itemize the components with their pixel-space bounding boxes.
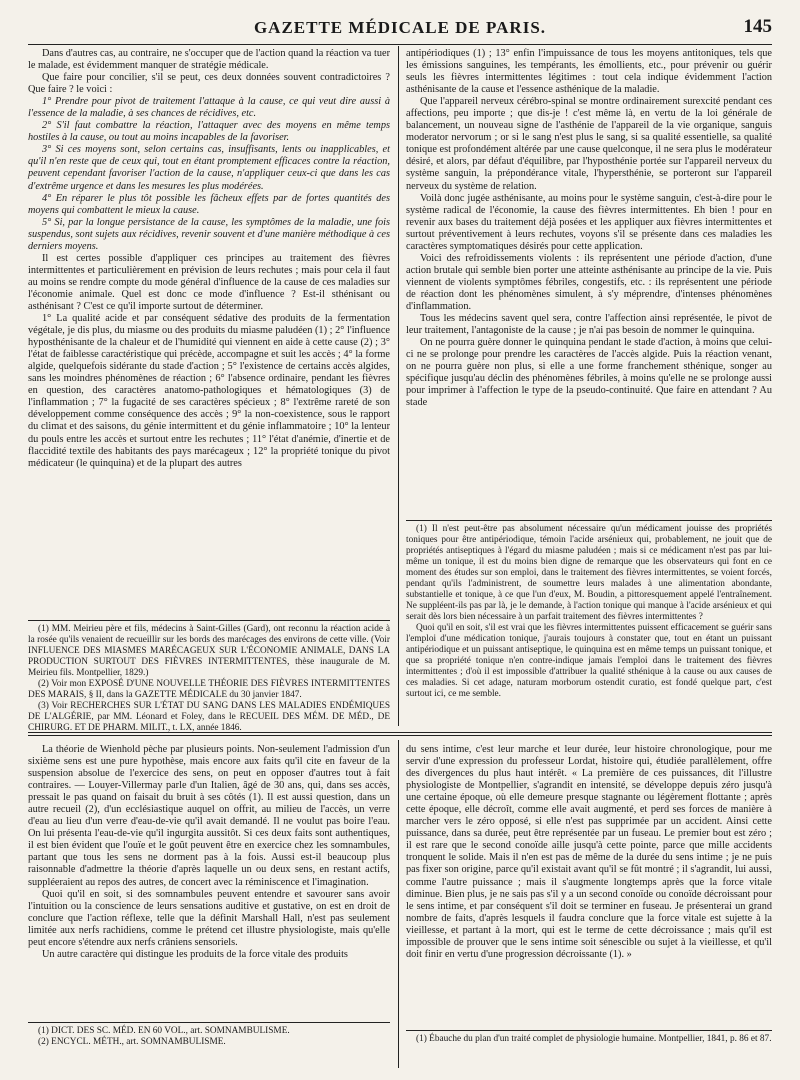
paragraph: Un autre caractère qui distingue les produits de la force vitale des produits (42, 948, 348, 960)
footnote: (2) Voir mon EXPOSÉ D'UNE NOUVELLE THÉORIE DES FIÈVRES INTERMITTENTES DES MARAIS, § II, dans la GAZETTE MÉDICALE du 30 janvier 1847. (28, 679, 390, 700)
page-header (28, 16, 772, 42)
paragraph: Quoi qu'il en soit, si des somnambules peuvent entendre et savourer sans avoir l'intuition ou la conscience de leurs sensations auditive et gustative, on est en droit de conclure que l'action réflexe, telle que la définit Marshall Hall, n'est pas seulement limitée aux nerfs rachidiens, comme le prétend cet illustre physiologiste, mais qu'elle peut encore s'étendre aux nerfs crâniens sensoriels. (28, 888, 390, 948)
section-rule (28, 732, 772, 733)
footnote: (2) ENCYCL. MÉTH., art. SOMNAMBULISME. (38, 1037, 226, 1047)
footnote: (1) DICT. DES SC. MÉD. EN 60 VOL., art. SOMNAMBULISME. (38, 1026, 290, 1036)
paragraph: Que faire pour concilier, s'il se peut, ces deux données souvent contradictoires ? Que faire ? le voici : (28, 72, 390, 96)
paragraph: Voilà donc jugée asthénisante, au moins pour le système sanguin, c'est-à-dire pour le système radical de l'économie, la cause des fièvres intermittentes. Eh bien ! pour en revenir aux bases du traitement déjà posées et les appliquer aux fièvres intermittentes et surtout préventivement à leurs rechutes, voyons s'il se présente dans ces maladies les caractères symptomatiques désirés pour cette application. (406, 192, 772, 252)
paragraph: On ne pourra guère donner le quinquina pendant le stade d'action, à moins que celui-ci ne se prolonge pour prendre les caractères de l'accès algide. Puis la réaction venant, on ne pourra guère non plus, si elle a une forme franchement sthénique, songer au spécifique jusqu'au déclin des phénomènes fébriles, à moins qu'elle ne se prolonge aussi pour imprimer à l'affection le type de la pseudo-continuité. Que faire en attendant ? Au stade (406, 337, 772, 409)
paragraph: 1° Prendre pour pivot de traitement l'attaque à la cause, ce qui veut dire aussi à l'essence de la maladie, à ses chances de récidives, etc. (28, 96, 390, 120)
header-rule (28, 44, 772, 45)
footnote-rule (28, 1022, 390, 1023)
paragraph: 4° En réparer le plus tôt possible les fâcheux effets par de fortes quantités des moyens qui combattent le mieux la cause. (28, 192, 390, 216)
footnote-rule (406, 520, 772, 521)
column-divider-top (398, 46, 399, 726)
top-left-footnotes (28, 624, 390, 733)
paragraph: La théorie de Wienhold pèche par plusieurs points. Non-seulement l'admission d'un sixième sens est une pure hypothèse, mais encore aux faits qu'il cite en faveur de la suspension absolue de l'exercice des sens, on peut en opposer d'autres tout à fait contraires. — Louyer-Villermay parle d'un Italien, âgé de 30 ans, qui, dans ses accès, pressait le pas quand on faisait du bruit à ses côtés (1). Il est aussi question, dans un autre recueil (2), d'un ecclésiastique auquel on offrit, au milieu de l'accès, un verre d'eau au lieu d'un verre d'eau-de-vie qu'il avait demandé. Il ne voulut pas boire l'eau. On lui présenta l'eau-de-vie qu'il ingurgita aussitôt. Si ces deux faits sont authentiques, il est bien évident que l'ouïe et le goût peuvent être en exercice chez les somnambules, partant que tous les sens ne dorment pas à la fois. Aussi est-il beaucoup plus raisonnable d'admettre la théorie d'après laquelle un ou deux sens, en restant actifs, suppléeraient au repos des autres, de concert avec la réminiscence et l'imagination. (28, 744, 390, 888)
bottom-left-column (28, 744, 390, 1016)
section-rule (28, 735, 772, 736)
footnote: Quoi qu'il en soit, s'il est vrai que les fièvres intermittentes puissent efficacement se guérir sans l'emploi d'une médication tonique, j'aurais toujours à constater que, tout en étant un puissant antipériodique et un puissant antiseptique, le quinquina est en même temps un puissant tonique, et que sa propriété tonique n'en contre-indique jamais l'emploi dans le traitement des fièvres intermittentes ; d'où il est impossible d'attribuer la qualité sthénique à la cause ou aux causes de ces maladies. Si cet adage, naturam morborum ostendit curatio, est fondé quelque part, c'est surtout ici, ce me semble. (406, 623, 772, 699)
column-divider-bottom (398, 740, 399, 1068)
journal-title: GAZETTE MÉDICALE DE PARIS. (253, 18, 547, 37)
bottom-right-column (406, 744, 772, 1024)
paragraph: Que l'appareil nerveux cérébro-spinal se montre ordinairement surexcité pendant ces affections, peu importe ; que dis-je ! c'est même là, en vertu de la loi générale de balancement, un nouveau signe de l'asthénie de l'appareil de la vie organique, sanguis moderator nervorum ; or si le sang n'est plus le sang, si sa qualité essentielle, sa qualité tonique est profondément altérée par une cause quelconque, il ne sera plus le modérateur désiré, et alors, par défaut d'équilibre, par l'hyposthénie portée sur l'appareil nerveux du système sanguin, la prépondérance vitale, l'hypersthénie, se porteront sur l'appareil nerveux du système de relation. (406, 96, 772, 192)
paragraph: 2° S'il faut combattre la réaction, l'attaquer avec des moyens en même temps hostiles à la cause, ou tout au moins incapables de la favoriser. (28, 120, 390, 144)
paragraph: Dans d'autres cas, au contraire, ne s'occuper que de l'action quand la réaction va tuer le malade, est évidemment manquer de stratégie médicale. (28, 48, 390, 72)
footnote: (1) MM. Meirieu père et fils, médecins à Saint-Gilles (Gard), ont reconnu la réaction acide à la rosée qu'ils venaient de recueillir sur les bords des marécages des environs de cette ville. (Voir INFLUENCE DES MIASMES MARÉCAGEUX SUR L'ÉCONOMIE ANIMALE, DANS LA PRODUCTION SURTOUT DES FIÈVRES INTERMITTENTES, thèse inaugurale de M. Meirieu fils. Montpellier, 1829.) (28, 624, 390, 678)
footnote-rule (406, 1030, 772, 1031)
paragraph: Il est certes possible d'appliquer ces principes au traitement des fièvres intermittentes et particulièrement en prévision de leurs rechutes ; mais pour cela il faut au moins se rendre compte du mode général d'influence de la cause de ces maladies sur l'économie animale. Quel est donc ce mode d'influence ? Est-il sthénisant ou asthénisant ? C'est ce qu'il importe surtout de déterminer. (28, 252, 390, 312)
paragraph: 1° La qualité acide et par conséquent sédative des produits de la fermentation végétale, je dis plus, du miasme ou des produits du miasme paludéen (1) ; 2° l'influence hyposthénisante de la chaleur et de l'humidité qui viennent en aide à cette cause (2) ; 3° l'état de faiblesse caractéristique qui précède, accompagne et suit les accès ; 4° la forme algide, quelquefois sidérante du stade d'action ; 5° l'existence de certains accès algides, sans les moindres phénomènes de réaction ; 6° l'absence ordinaire, pendant les fièvres en question, des caractères anatomo-pathologiques et hématologiques (3) de l'inflammation ; 7° la fugacité de ses caractères spécieux ; 8° l'extrême rareté de son développement comme conséquence des accès ; 9° la non-coexistence, sous le rapport du climat et des saisons, du génie intermittent et du génie inflammatoire ; 10° la lenteur du pouls entre les accès et surtout entre les rechutes ; 11° l'état d'anémie, d'inertie et de flaccidité textile des habitants des pays marécageux ; 12° la propriété tonique du pivot médicateur (le quinquina) et de la plupart des autres (28, 313, 390, 469)
page-number: 145 (743, 16, 772, 37)
top-right-column (406, 48, 772, 514)
bottom-right-footnotes (406, 1034, 772, 1070)
paragraph: du sens intime, c'est leur marche et leur durée, leur histoire chronologique, pour me servir d'une expression du professeur Lordat, histoire qui, étudiée parallèlement, offre des divergences du plus haut intérêt. « La première de ces puissances, dit l'illustre physiologiste de Montpellier, s'agrandit en intensité, se développe depuis zéro jusqu'à une certaine époque, où elle demeure presque stagnante ou légèrement flottante ; après cette époque, elle décroît, comme elle avait augmenté, et perd ses forces de manière à marcher vers le zéro opposé, si elle n'est pas supprimée par un accident. Ainsi cette puissance, dans sa durée, peut être représentée par un fuseau. Le premier bout est zéro ; il est rare que le second conoïde aille jusqu'à cette pointe, parce que mille accidents tronquent le solide. Mais il n'en est pas de même de la durée du sens intime ; je ne puis pas fixer son origine, parce qu'il existait avant qu'il se fût montré ; il s'agrandit, lui aussi, comme l'autre puissance ; mais il s'augmente longtemps après que la force vitale diminue. Bien plus, je ne sais pas s'il y a un second conoïde ou conoïde décroissant pour le sens intime, et par conséquent s'il doit se terminer en fuseau. Je présenterai un grand nombre de faits, d'après lesquels il faudra conclure que la force vitale est sujette à la vieillesse, et partant à la mort, qui est le terme de cette décroissance ; mais qu'il est impossible de prouver que le sens intime soit sénescible ou sujet à la vieillesse, et qu'il doit finir en vertu d'une progression décroissante (1). » (406, 744, 772, 960)
footnote: (3) Voir RECHERCHES SUR L'ÉTAT DU SANG DANS LES MALADIES ENDÉMIQUES DE L'ALGÉRIE, par MM. Léonard et Foley, dans le RECUEIL DES MÉM. DE MÉD., DE CHIRURG. ET DE PHARM. MILIT., t. LX, année 1846. (28, 701, 390, 733)
paragraph: 5° Si, par la longue persistance de la cause, les symptômes de la maladie, une fois suspendus, sont sujets aux récidives, revenir souvent et d'une manière méthodique à ces derniers moyens. (28, 216, 390, 252)
paragraph: 3° Si ces moyens sont, selon certains cas, insuffisants, lents ou inapplicables, et qu'il n'en reste que de ceux qui, tout en étant promptement efficaces contre la réaction, peuvent cependant favoriser l'action de la cause, n'appliquer ceux-ci que dans les cas d'extrême urgence et dans les mesures les plus modérées. (28, 144, 390, 192)
footnote: (1) Il n'est peut-être pas absolument nécessaire qu'un médicament jouisse des propriétés toniques pour être antipériodique, témoin l'acide arsénieux qui, probablement, ne jouit que de propriétés antiseptiques à l'égard du miasme paludéen ; mais si ce médicament n'est pas par lui-même un tonique, il est du moins bien digne de remarque que les observateurs qui font en ce moment des études sur son emploi, dans le traitement des fièvres intermittentes, se voient forcés, pendant qu'ils l'administrent, de soumettre leurs malades à une alimentation abondante, substantielle et tonique, à ce que l'un d'eux, M. Boudin, a pittoresquement appelé l'entraînement. Ne suppléent-ils pas par là, je le demande, à l'action tonique qui manque à l'acide arsénieux et qui serait dès lors bien nécessaire à un parfait traitement des fièvres intermittentes ? (406, 524, 772, 622)
footnote: (1) Ébauche du plan d'un traité complet de physiologie humaine. Montpellier, 1841, p. 86 et 87. (416, 1034, 772, 1044)
top-right-footnotes (406, 524, 772, 724)
paragraph: antipériodiques (1) ; 13° enfin l'impuissance de tous les moyens antitoniques, tels que les émissions sanguines, les tempérants, les émollients, etc., pour prévenir ou guérir seuls les fièvres intermittentes légitimes : tout cela indique évidemment l'action asthénisante de la cause et l'essence asthénique de la maladie. (406, 48, 772, 96)
paragraph: Voici des refroidissements violents : ils représentent une période d'action, d'une action brutale qui semble bien porter une atteinte asthénisante au principe de la vie. Puis viennent de violents symptômes fébriles, congestifs, etc. : ils représentent une période de réaction dont les phénomènes simulent, à s'y méprendre, d'intenses phénomènes d'inflammation. (406, 252, 772, 312)
paragraph: Tous les médecins savent quel sera, contre l'affection ainsi représentée, le pivot de leur traitement, l'antagoniste de la cause ; je n'ai pas besoin de nommer le quinquina. (406, 313, 772, 337)
footnote-rule (28, 620, 390, 621)
bottom-left-footnotes (28, 1026, 390, 1070)
top-left-column (28, 48, 390, 614)
